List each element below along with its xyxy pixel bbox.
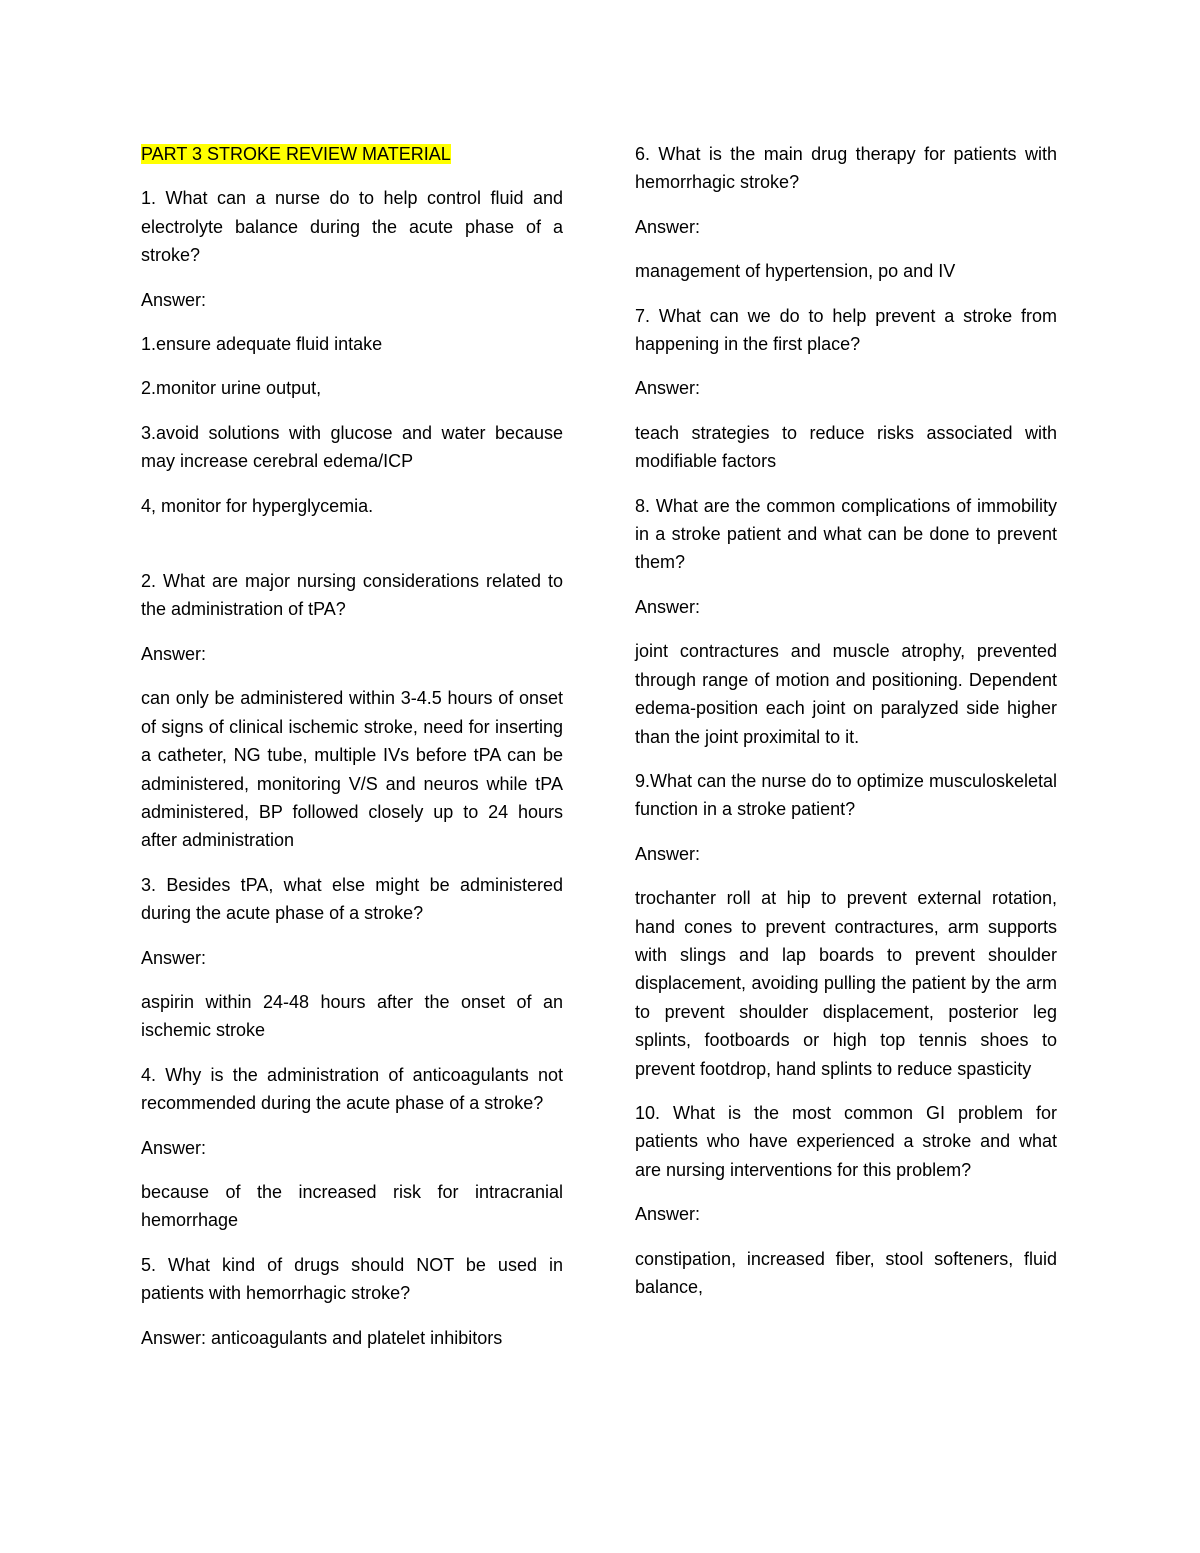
question-9: 9.What can the nurse do to optimize musculoskeletal function in a stroke patient? bbox=[635, 770, 1057, 820]
answer-1-item-3: 3.avoid solutions with glucose and water because may increase cerebral edema/ICP bbox=[141, 422, 563, 472]
document-title: PART 3 STROKE REVIEW MATERIAL bbox=[141, 144, 451, 164]
answer-9: trochanter roll at hip to prevent external rotation, hand cones to prevent contractures, arm supports with slings and lap boards to prevent shoulder displacement, avoiding pulling the patient by the arm to prevent shoulder displacement, posterior leg splints, footboards or high top tennis shoes to prevent footdrop, hand splints to reduce spasticity bbox=[635, 888, 1057, 1079]
answer-3: aspirin within 24-48 hours after the onset of an ischemic stroke bbox=[141, 991, 563, 1041]
question-4: 4. Why is the administration of anticoagulants not recommended during the acute phase of a stroke? bbox=[141, 1064, 563, 1114]
right-column bbox=[635, 140, 1057, 1317]
answer-label: Answer: bbox=[141, 947, 207, 968]
blank-line bbox=[141, 536, 563, 567]
answer-2: can only be administered within 3-4.5 hours of onset of signs of clinical ischemic stroke, need for inserting a catheter, NG tube, multiple IVs before tPA can be administered, monitoring V/S and neuros while tPA administered, BP followed closely up to 24 hours after administration bbox=[141, 688, 563, 851]
answer-1-item-1: 1.ensure adequate fluid intake bbox=[141, 334, 383, 355]
answer-1-item-4: 4, monitor for hyperglycemia. bbox=[141, 495, 374, 516]
question-2: 2. What are major nursing considerations related to the administration of tPA? bbox=[141, 571, 563, 620]
answer-label: Answer: bbox=[141, 289, 207, 310]
answer-label: Answer: bbox=[635, 843, 701, 864]
answer-label: Answer: bbox=[141, 643, 207, 664]
answer-5: Answer: anticoagulants and platelet inhibitors bbox=[141, 1327, 503, 1348]
question-5: 5. What kind of drugs should NOT be used in patients with hemorrhagic stroke? bbox=[141, 1254, 563, 1304]
answer-label: Answer: bbox=[635, 1204, 701, 1225]
answer-label: Answer: bbox=[635, 378, 701, 399]
document-title-line bbox=[141, 140, 563, 168]
answer-4: because of the increased risk for intracranial hemorrhage bbox=[141, 1181, 563, 1231]
answer-6: management of hypertension, po and IV bbox=[635, 261, 956, 282]
answer-7: teach strategies to reduce risks associated with modifiable factors bbox=[635, 422, 1057, 472]
question-8: 8. What are the common complications of immobility in a stroke patient and what can be done to prevent them? bbox=[635, 495, 1057, 573]
answer-label: Answer: bbox=[635, 216, 701, 237]
left-column bbox=[141, 140, 563, 1368]
answer-1-item-2: 2.monitor urine output, bbox=[141, 378, 322, 399]
question-10: 10. What is the most common GI problem for patients who have experienced a stroke and what are nursing interventions for this problem? bbox=[635, 1102, 1057, 1180]
answer-label: Answer: bbox=[141, 1137, 207, 1158]
answer-8: joint contractures and muscle atrophy, prevented through range of motion and positioning. Dependent edema-position each joint on paralyzed side higher than the joint proximital to it. bbox=[635, 641, 1057, 747]
answer-10: constipation, increased fiber, stool softeners, fluid balance, bbox=[635, 1248, 1057, 1297]
question-1: 1. What can a nurse do to help control fluid and electrolyte balance during the acute phase of a stroke? bbox=[141, 188, 563, 266]
answer-label: Answer: bbox=[635, 596, 701, 617]
question-3: 3. Besides tPA, what else might be administered during the acute phase of a stroke? bbox=[141, 874, 563, 924]
question-6: 6. What is the main drug therapy for patients with hemorrhagic stroke? bbox=[635, 144, 1057, 193]
question-7: 7. What can we do to help prevent a stroke from happening in the first place? bbox=[635, 305, 1057, 355]
